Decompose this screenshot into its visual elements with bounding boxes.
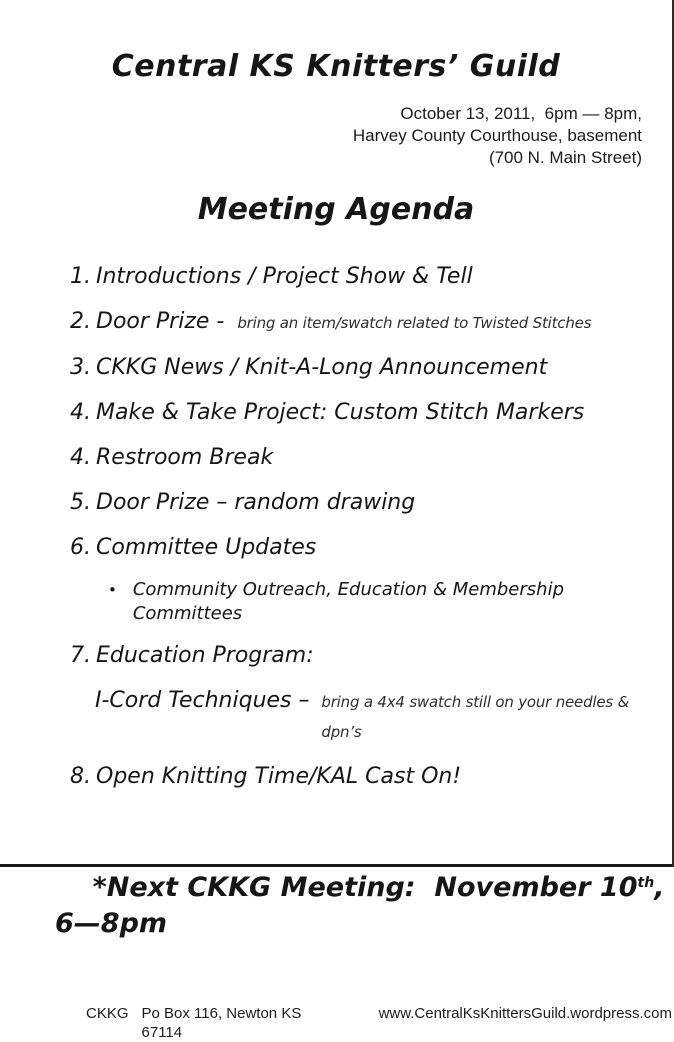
item-text: Open Knitting Time/KAL Cast On!	[96, 764, 462, 789]
footer	[86, 1004, 672, 1042]
agenda-item-door-prize-2	[70, 488, 672, 518]
agenda-item-door-prize-1	[70, 307, 672, 338]
item-number: 1.	[70, 264, 91, 289]
agenda-item-open-knitting	[70, 762, 672, 792]
item-text: Education Program:	[96, 643, 314, 668]
agenda-list	[70, 262, 672, 792]
page-title: Central KS Knitters’ Guild	[111, 49, 561, 84]
agenda-item-make-and-take	[70, 398, 672, 428]
agenda-item-ckkg-news	[70, 353, 672, 383]
item-number: 4.	[70, 445, 91, 470]
item-text: CKKG News / Knit-A-Long Announcement	[96, 355, 548, 380]
item-text: I-Cord Techniques –	[95, 688, 317, 713]
item-text: Introductions / Project Show & Tell	[96, 264, 473, 289]
agenda-title: Meeting Agenda	[197, 192, 475, 227]
item-number: 2.	[70, 309, 91, 334]
item-number: 3.	[70, 355, 91, 380]
item-text: Committee Updates	[96, 535, 317, 560]
next-meeting-note	[55, 829, 672, 978]
footer-address: Po Box 116, Newton KS 67114	[141, 1005, 302, 1041]
agenda-subitem-icord	[95, 686, 672, 747]
footer-website: www.CentralKsKnittersGuild.wordpress.com	[378, 1005, 672, 1022]
next-meeting-text: *Next CKKG Meeting: November 10	[92, 872, 638, 903]
bullet-text: Community Outreach, Education & Membership Committees	[132, 579, 570, 624]
item-text: Door Prize – random drawing	[96, 490, 416, 515]
item-number: 4.	[70, 400, 91, 425]
event-location: Harvey County Courthouse, basement	[352, 126, 642, 145]
agenda-item-education-program	[70, 641, 672, 671]
item-text: Make & Take Project: Custom Stitch Markers	[96, 400, 585, 425]
event-info	[0, 103, 672, 169]
committee-bullet-item	[108, 578, 672, 626]
item-note: bring a 4x4 swatch still on your needles & dpn’s	[321, 693, 634, 741]
event-datetime: October 13, 2011, 6pm — 8pm,	[400, 104, 642, 123]
bullet-icon: •	[108, 581, 117, 599]
ordinal-superscript: th	[637, 875, 655, 891]
item-number: 5.	[70, 490, 91, 515]
next-meeting-suffix: , 6—8pm	[55, 872, 674, 939]
item-number: 8.	[70, 764, 91, 789]
item-text: Door Prize -	[96, 309, 232, 334]
event-address: (700 N. Main Street)	[488, 148, 642, 167]
item-text: Restroom Break	[96, 445, 274, 470]
item-number: 7.	[70, 643, 91, 668]
agenda-item-restroom-break	[70, 443, 672, 473]
item-number: 6.	[70, 535, 91, 560]
agenda-item-committee-updates	[70, 533, 672, 563]
footer-org: CKKG	[86, 1005, 129, 1022]
item-note: bring an item/swatch related to Twisted Stitches	[237, 314, 592, 332]
agenda-item-introductions	[70, 262, 672, 292]
